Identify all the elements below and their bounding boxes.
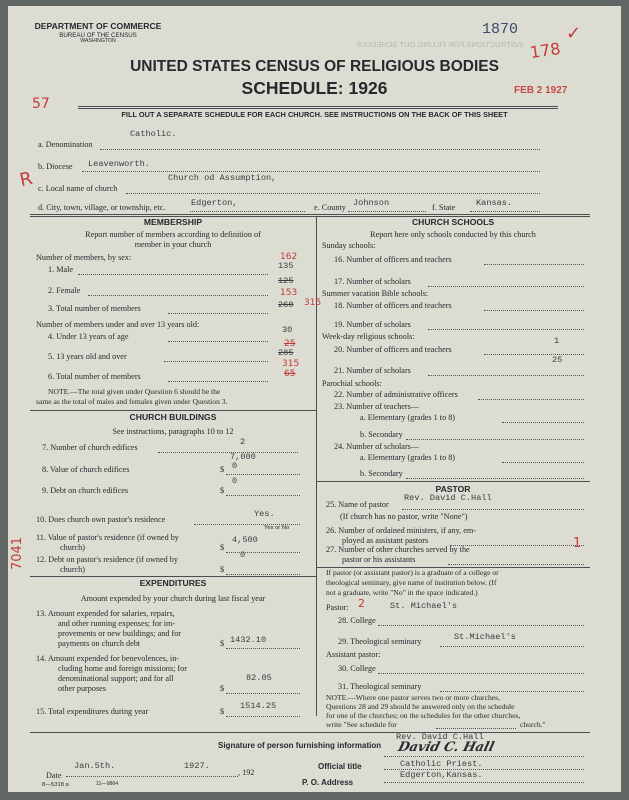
pastor-seminary-value[interactable]: St.Michael's <box>454 632 516 642</box>
expenditures-intro: Amount expended by your church during last fiscal year <box>80 594 266 603</box>
buildings-sub: See instructions, paragraphs 10 to 12 <box>112 427 234 436</box>
edifices-value-sub: 0 <box>232 461 238 471</box>
sunday-officers-label: 16. Number of officers and teachers <box>334 255 452 264</box>
edifices-value-dollar: $ <box>220 465 225 474</box>
female-value[interactable]: 125 <box>278 276 294 286</box>
residence-debt-label-1: 12. Debt on pastor's residence (if owned by <box>36 555 178 564</box>
residence-value-value[interactable]: 4,500 <box>232 535 258 545</box>
salaries-value[interactable]: 1432.10 <box>230 635 267 645</box>
membership-intro-2: member in your church <box>134 240 212 249</box>
state-label: f. State <box>432 203 456 212</box>
residence-debt-label-2: church) <box>60 565 86 574</box>
membership-note-2: same as the total of males and females given under Question 3. <box>36 397 228 406</box>
teachers-label: 23. Number of teachers— <box>334 402 420 411</box>
graduate-note-2: theological seminary, give name of institution below. (If <box>326 578 497 587</box>
date-label: Date <box>46 771 62 780</box>
total-members-age-pencil: 65 <box>284 369 296 379</box>
expenditures-heading: EXPENDITURES <box>139 578 207 588</box>
salaries-dollar: $ <box>220 639 225 648</box>
assistant-ministers-label-2: ployed as assistant pastors <box>342 536 429 545</box>
membership-heading: MEMBERSHIP <box>143 217 203 227</box>
scholars-elementary-label: a. Elementary (grades 1 to 8) <box>360 453 456 462</box>
annotation-178: 178 <box>528 38 562 63</box>
serial-number: 1870 <box>482 21 519 38</box>
weekday-officers-label: 20. Number of officers and teachers <box>334 345 452 354</box>
official-title-value[interactable]: Catholic Priest. <box>400 759 483 769</box>
edifices-value-value[interactable]: 7,000 <box>230 452 256 462</box>
admin-officers-label: 22. Number of administrative officers <box>334 390 458 399</box>
summer-scholars-label: 19. Number of scholars <box>334 320 411 329</box>
total-expenditures-dollar: $ <box>220 707 225 716</box>
residence-debt-dollar: $ <box>220 565 225 574</box>
residence-value-label-2: church) <box>60 543 86 552</box>
salaries-label-2: and other running expenses; for im- <box>58 619 176 628</box>
edifices-debt-value[interactable]: 0 <box>232 476 238 486</box>
pastor-college-label: 28. College <box>338 616 376 625</box>
po-address-value[interactable]: Edgerton,Kansas. <box>400 770 483 780</box>
residence-value-dollar: $ <box>220 543 225 552</box>
membership-note-1: NOTE.—The total given under Question 6 should be the <box>48 387 221 396</box>
diocese-label: b. Diocese <box>38 162 73 171</box>
edifices-value-label: 8. Value of church edifices <box>42 465 130 474</box>
owns-residence-label: 10. Does church own pastor's residence <box>36 515 166 524</box>
members-by-sex-label: Number of members, by sex: <box>36 253 132 262</box>
age-intro-label: Number of members under and over 13 years old: <box>36 320 200 329</box>
schedule-title: SCHEDULE: 1926 <box>241 78 388 98</box>
total-members-pencil: 315 <box>304 298 322 308</box>
county-value[interactable]: Johnson <box>353 198 390 208</box>
benevolences-label-2: cluding home and foreign missions; for <box>58 664 187 673</box>
total-members-age-value[interactable]: 315 <box>282 359 300 369</box>
over-13-label: 5. 13 years old and over <box>48 352 127 361</box>
pastor-note-1: NOTE.—Where one pastor serves two or more churches, <box>326 693 500 702</box>
instruction-banner: FILL OUT A SEPARATE SCHEDULE FOR EACH CHURCH. SEE INSTRUCTIONS ON THE BACK OF THIS SHEET <box>121 110 508 119</box>
annotation-57: 57 <box>32 96 50 112</box>
pastor-name-note: (If church has no pastor, write "None") <box>340 512 468 521</box>
male-value[interactable]: 135 <box>278 261 294 271</box>
assistant-college-label: 30. College <box>338 664 376 673</box>
print-number: 11—9864 <box>96 781 119 787</box>
weekday-officers-value[interactable]: 1 <box>554 336 560 346</box>
teachers-elementary-label: a. Elementary (grades 1 to 8) <box>360 413 456 422</box>
county-label: e. County <box>314 203 346 212</box>
edifices-debt-dollar: $ <box>220 486 225 495</box>
assistant-pastor-subheading: Assistant pastor: <box>326 650 381 659</box>
handwritten-signature[interactable]: David C. Hall <box>396 740 496 755</box>
assistant-seminary-label: 31. Theological seminary <box>338 682 422 691</box>
owns-residence-value[interactable]: Yes. <box>254 509 275 519</box>
salaries-label-4: payments on church debt <box>58 639 141 648</box>
signature-label: Signature of person furnishing information <box>218 741 382 750</box>
bureau-name: BUREAU OF THE CENSUS <box>59 32 137 39</box>
benevolences-value[interactable]: 82.05 <box>246 673 272 683</box>
annotation-r: R <box>17 167 35 192</box>
total-expenditures-value[interactable]: 1514.25 <box>240 701 277 711</box>
membership-intro-1: Report number of members according to definition of <box>85 230 261 239</box>
graduate-note-1: If pastor (or assistant pastor) is a graduate of a college or <box>326 568 499 577</box>
schools-heading: CHURCH SCHOOLS <box>411 217 495 227</box>
pastor-heading: PASTOR <box>435 484 471 494</box>
weekday-schools-label: Week-day religious schools: <box>322 332 415 341</box>
denomination-label: a. Denomination <box>38 140 93 149</box>
weekday-scholars-label: 21. Number of scholars <box>334 366 411 375</box>
total-expenditures-label: 15. Total expenditures during year <box>36 707 149 716</box>
sunday-schools-label: Sunday schools: <box>322 241 376 250</box>
signature-typed: Rev. David C.Hall <box>396 732 484 742</box>
edifices-count-label: 7. Number of church edifices <box>42 443 138 452</box>
teachers-secondary-label: b. Secondary <box>360 430 403 439</box>
city-label: d. City, town, village, or township, etc. <box>38 203 166 212</box>
edifices-debt-label: 9. Debt on church edifices <box>42 486 129 495</box>
year-value[interactable]: 1927. <box>184 761 210 771</box>
date-received-stamp: FEB 2 1927 <box>514 85 568 96</box>
salaries-label-1: 13. Amount expended for salaries, repairs, <box>36 609 175 618</box>
city-name: WASHINGTON <box>80 38 116 44</box>
check-mark-icon: ✓ <box>566 23 582 44</box>
male-label: 1. Male <box>48 265 74 274</box>
state-value[interactable]: Kansas. <box>476 198 513 208</box>
pastor-note-5: church." <box>520 720 546 729</box>
department-name: DEPARTMENT OF COMMERCE <box>34 21 162 31</box>
pastor-name-value[interactable]: Rev. David C.Hall <box>404 493 492 503</box>
pastor-note-3: for one of the churches; on the schedules for the other churches, <box>326 711 521 720</box>
summer-schools-label: Summer vacation Bible schools: <box>322 289 429 298</box>
annotation-1: 1 <box>573 536 582 551</box>
official-title-label: Official title <box>318 762 362 771</box>
pastor-note-2: Questions 28 and 29 should be answered only on the schedule <box>326 702 515 711</box>
parochial-schools-label: Parochial schools: <box>322 379 382 388</box>
residence-debt-value[interactable]: 0 <box>240 550 246 560</box>
female-pencil: 153 <box>280 288 298 298</box>
po-address-label: P. O. Address <box>302 778 354 787</box>
annotation-2: 2 <box>358 597 365 610</box>
scholars-label: 24. Number of scholars— <box>334 442 420 451</box>
other-churches-label-1: 27. Number of other churches served by the <box>326 545 470 554</box>
margin-pencil-note: 7041 <box>10 536 26 571</box>
local-name-label: c. Local name of church <box>38 184 118 193</box>
total-members-label: 3. Total number of members <box>48 304 141 313</box>
date-value[interactable]: Jan.5th. <box>74 761 116 771</box>
assistant-ministers-label-1: 26. Number of ordained ministers, if any, em- <box>326 526 476 535</box>
total-members-age-label: 6. Total number of members <box>48 372 141 381</box>
total-members-value[interactable]: 260 <box>278 300 294 310</box>
city-value[interactable]: Edgerton, <box>191 198 238 208</box>
form-number: 8—5318 a <box>42 782 69 788</box>
schools-intro: Report here only schools conducted by this church <box>370 230 536 239</box>
graduate-note-3: not a graduate, write "No" in the space indicated.) <box>326 588 478 597</box>
other-churches-label-2: pastor or his assistants <box>342 555 416 564</box>
pastor-subheading: Pastor: <box>326 603 349 612</box>
diocese-value[interactable]: Leavenworth. <box>88 159 150 169</box>
local-name-value[interactable]: Church od Assumption, <box>168 173 277 183</box>
form-title: UNITED STATES CENSUS OF RELIGIOUS BODIES <box>130 58 499 75</box>
pastor-note-4: write "See schedule for <box>326 720 397 729</box>
under-13-value[interactable]: 30 <box>282 325 293 335</box>
benevolences-dollar: $ <box>220 684 225 693</box>
residence-value-label-1: 11. Value of pastor's residence (if owned by <box>36 533 179 542</box>
under-13-pencil: 25 <box>284 339 296 349</box>
buildings-heading: CHURCH BUILDINGS <box>129 412 217 422</box>
benevolences-label-1: 14. Amount expended for benevolences, in- <box>36 654 180 663</box>
sunday-scholars-label: 17. Number of scholars <box>334 277 411 286</box>
benevolences-label-3: denominational support; and for all <box>58 674 174 683</box>
pastor-seminary-label: 29. Theological seminary <box>338 637 422 646</box>
pastor-name-label: 25. Name of pastor <box>326 500 389 509</box>
edifices-count-value[interactable]: 2 <box>240 437 246 447</box>
male-pencil: 162 <box>280 252 298 262</box>
owns-residence-hint: Yes or No <box>264 525 290 531</box>
benevolences-label-4: other purposes <box>58 684 106 693</box>
over-13-value[interactable]: 285 <box>278 348 294 358</box>
under-13-label: 4. Under 13 years of age <box>48 332 129 341</box>
scholars-secondary-label: b. Secondary <box>360 469 403 478</box>
bleed-through-text: INSTRUCTIONS FOR FILLING OUT SCHEDULE <box>356 40 524 49</box>
denomination-value[interactable]: Catholic. <box>130 129 177 139</box>
year-suffix: , 192 <box>238 768 255 777</box>
salaries-label-3: provements or new buildings; and for <box>58 629 182 638</box>
summer-officers-label: 18. Number of officers and teachers <box>334 301 452 310</box>
female-label: 2. Female <box>48 286 81 295</box>
pastor-college-value[interactable]: St. Michael's <box>390 601 458 611</box>
weekday-scholars-value[interactable]: 25 <box>552 355 563 365</box>
census-schedule-sheet <box>8 6 621 792</box>
